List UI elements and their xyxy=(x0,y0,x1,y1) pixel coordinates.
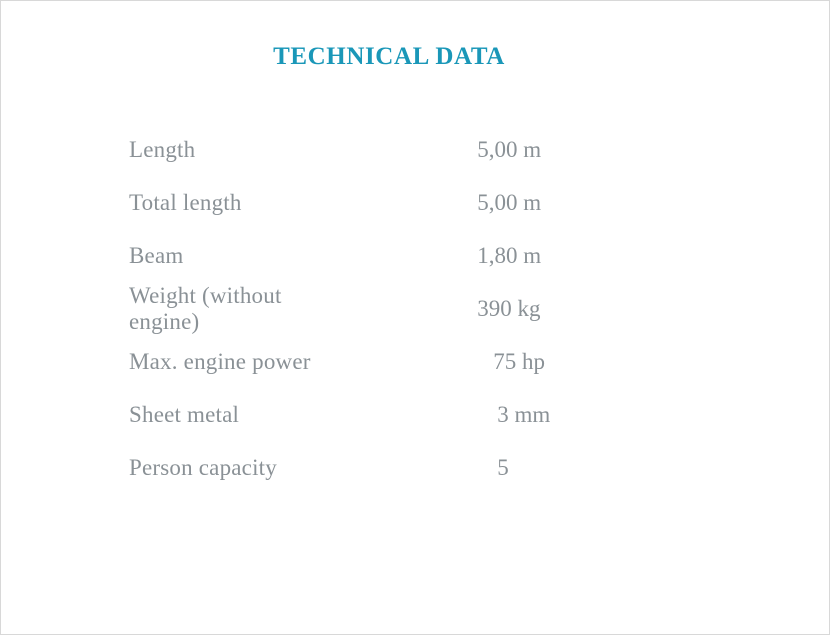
spec-value: 3 mm xyxy=(497,401,551,427)
spec-value: 5,00 m xyxy=(477,189,542,215)
spec-label: Weight (without engine) xyxy=(129,282,282,334)
spec-label: Length xyxy=(129,136,196,162)
technical-data-table xyxy=(129,123,649,494)
spec-value: 75 hp xyxy=(493,348,546,374)
spec-label: Sheet metal xyxy=(129,401,240,427)
spec-label: Max. engine power xyxy=(129,348,311,374)
table-row xyxy=(129,335,649,388)
table-row xyxy=(129,282,649,335)
table-row xyxy=(129,123,649,176)
spec-value: 5 xyxy=(497,454,509,480)
page-title: TECHNICAL DATA xyxy=(273,43,505,70)
table-row xyxy=(129,441,649,494)
spec-value: 5,00 m xyxy=(477,136,542,162)
spec-value: 390 kg xyxy=(477,295,541,321)
spec-label: Beam xyxy=(129,242,184,268)
spec-label: Total length xyxy=(129,189,242,215)
spec-label: Person capacity xyxy=(129,454,277,480)
table-row xyxy=(129,176,649,229)
spec-value: 1,80 m xyxy=(477,242,542,268)
table-row xyxy=(129,388,649,441)
table-row xyxy=(129,229,649,282)
